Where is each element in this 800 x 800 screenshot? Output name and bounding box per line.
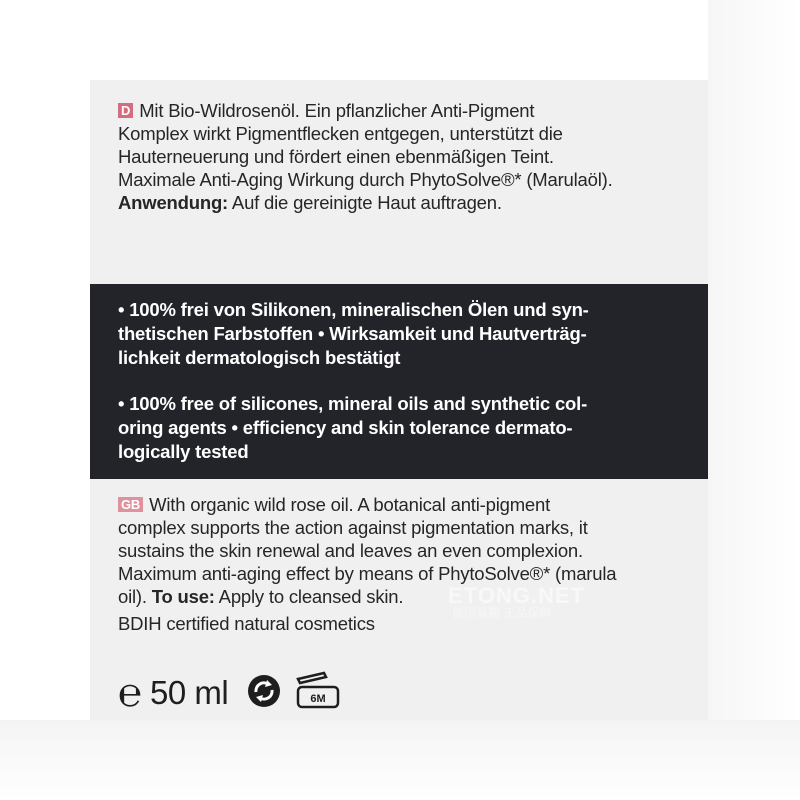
recycle-icon (246, 673, 282, 714)
german-usage-label: Anwendung: (118, 192, 229, 213)
quantity-text: 50 ml (150, 674, 229, 711)
english-line-2: complex supports the action against pigmentation marks, it (118, 517, 588, 538)
german-line-1: Mit Bio-Wildrosenöl. Ein pflanzlicher Anti-Pigment (139, 100, 535, 121)
background-edge-bottom (0, 720, 800, 800)
claims-band (90, 284, 708, 479)
quantity-footer (118, 668, 354, 718)
german-description (118, 99, 613, 214)
german-flag-badge: D (118, 103, 133, 118)
english-claim-line-3: logically tested (118, 441, 249, 462)
german-claim-line-1: • 100% frei von Silikonen, mineralischen Ölen und syn- (118, 299, 589, 320)
pao-label: 6M (310, 692, 326, 705)
english-claims (118, 392, 587, 464)
background-edge-right (708, 0, 800, 800)
german-claims (118, 298, 589, 370)
english-claim-line-2: oring agents • efficiency and skin tolerance dermato- (118, 417, 573, 438)
watermark-subtext: 德国易趣 正品保障 (452, 606, 552, 620)
german-claim-line-2: thetischen Farbstoffen • Wirksamkeit und Hautverträg- (118, 323, 587, 344)
german-usage (118, 191, 613, 214)
german-line-3: Hauterneuerung und fördert einen ebenmäßigen Teint. (118, 146, 554, 167)
german-line-4: Maximale Anti-Aging Wirkung durch PhytoSolve®* (Marulaöl). (118, 169, 613, 190)
german-claim-line-3: lichkeit dermatologisch bestätigt (118, 347, 401, 368)
english-line-5-pre: oil). (118, 586, 152, 607)
english-line-3: sustains the skin renewal and leaves an even complexion. (118, 540, 583, 561)
english-flag-badge: GB (118, 497, 143, 512)
english-line-1: With organic wild rose oil. A botanical anti-pigment (149, 494, 551, 515)
certification-text: BDIH certified natural cosmetics (118, 613, 375, 634)
watermark-text: ETONG.NET (448, 583, 585, 608)
open-jar-icon (294, 671, 342, 716)
estimated-sign-icon: ℮ (118, 671, 143, 715)
english-usage-text: Apply to cleansed skin. (214, 586, 404, 607)
german-usage-text: Auf die gereinigte Haut auftragen. (228, 192, 502, 213)
english-line-4: Maximum anti-aging effect by means of PhytoSolve®* (marula (118, 563, 617, 584)
english-usage-label: To use: (151, 586, 215, 607)
english-claim-line-1: • 100% free of silicones, mineral oils and synthetic col- (118, 393, 588, 414)
german-line-2: Komplex wirkt Pigmentflecken entgegen, unterstützt die (118, 123, 563, 144)
